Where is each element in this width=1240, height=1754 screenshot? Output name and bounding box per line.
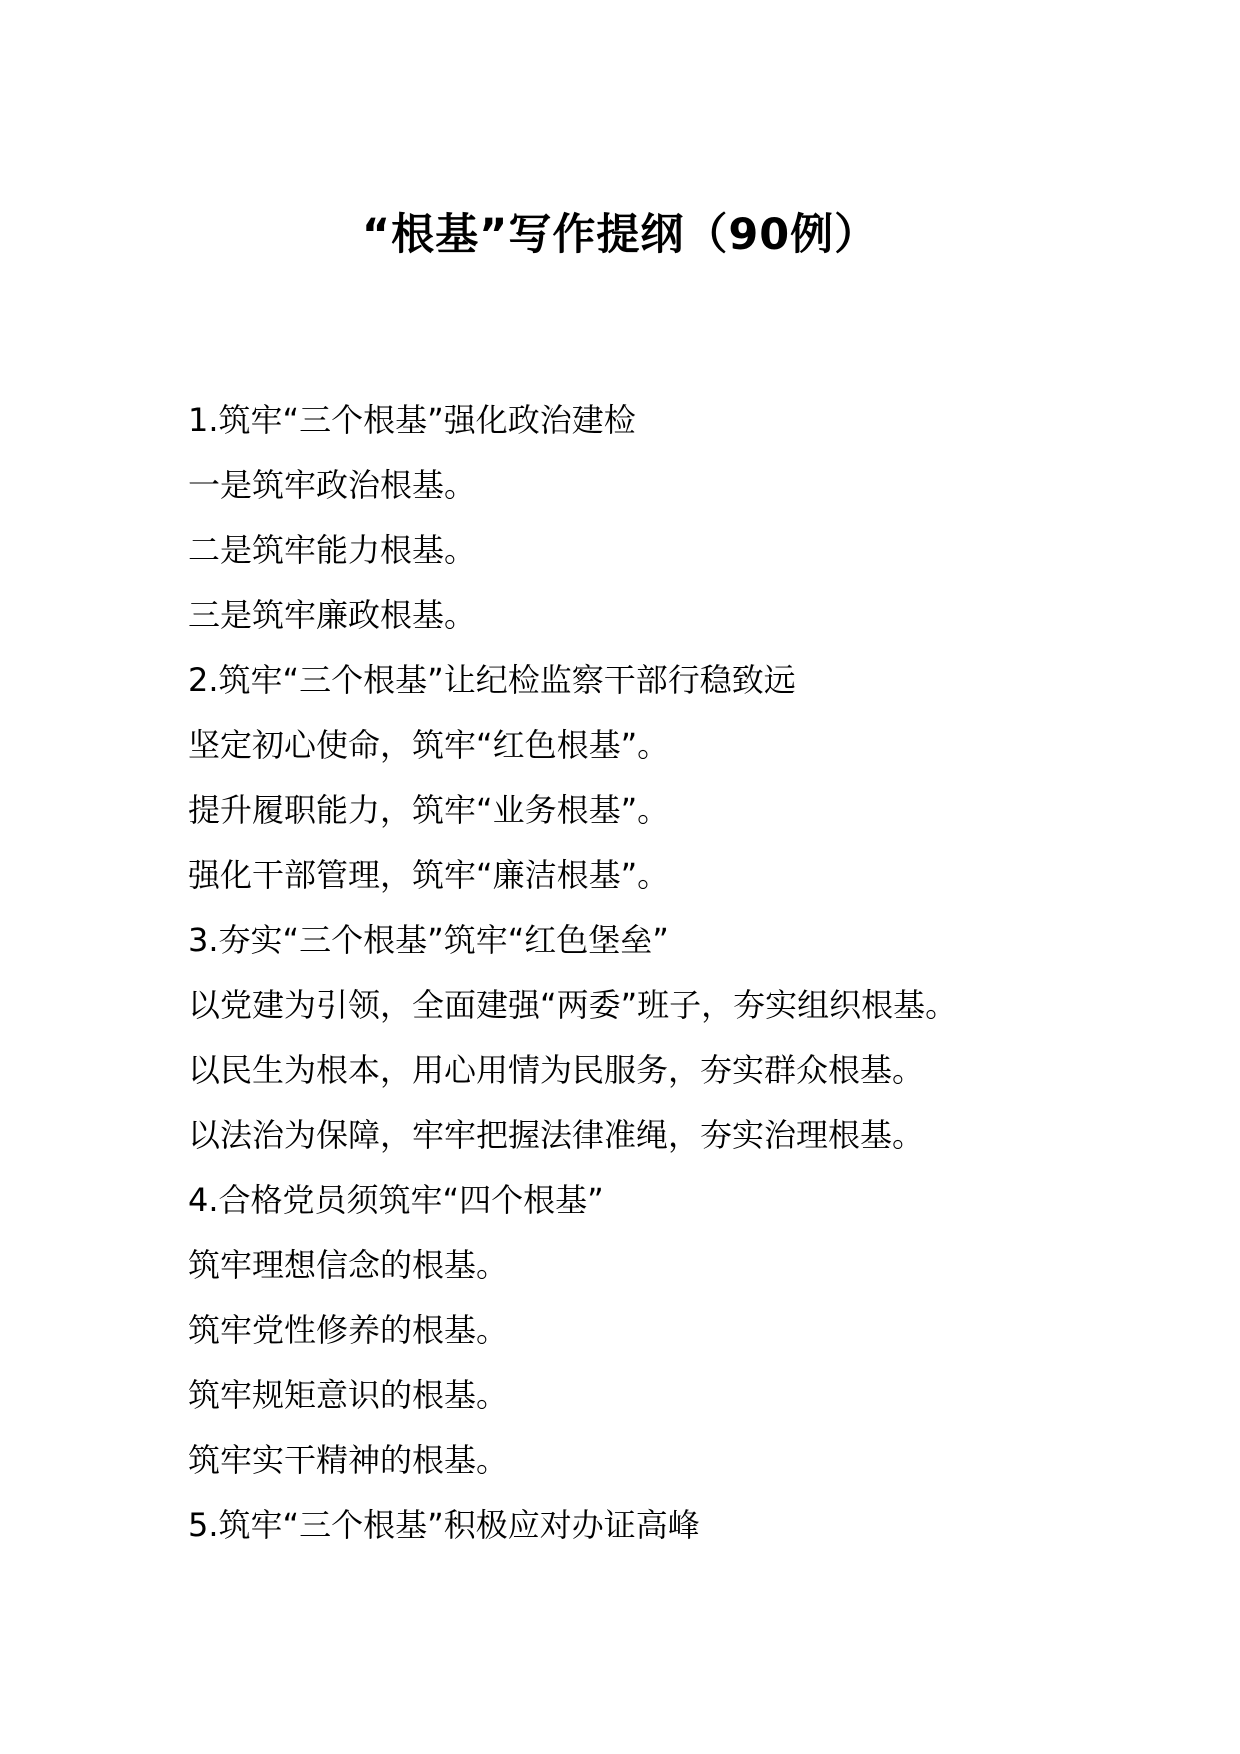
body-line: 以法治为保障，牢牢把握法律准绳，夯实治理根基。 [188,1116,925,1154]
body-line: 以党建为引领，全面建强“两委”班子，夯实组织根基。 [188,986,958,1024]
body-line: 筑牢规矩意识的根基。 [188,1376,509,1414]
section-heading: 5.筑牢“三个根基”积极应对办证高峰 [188,1506,700,1544]
section-heading: 1.筑牢“三个根基”强化政治建检 [188,401,636,439]
body-line: 筑牢理想信念的根基。 [188,1246,509,1284]
section-heading: 3.夯实“三个根基”筑牢“红色堡垒” [188,921,669,959]
document-title: “根基”写作提纲（90例） [361,210,879,260]
section-heading: 4.合格党员须筑牢“四个根基” [188,1181,604,1219]
body-line: 强化干部管理，筑牢“廉洁根基”。 [188,856,670,894]
document-body [188,388,1188,1558]
body-line: 二是筑牢能力根基。 [188,531,477,569]
body-line: 筑牢党性修养的根基。 [188,1311,509,1349]
section-heading: 2.筑牢“三个根基”让纪检监察干部行稳致远 [188,661,796,699]
body-line: 筑牢实干精神的根基。 [188,1441,509,1479]
body-line: 三是筑牢廉政根基。 [188,596,477,634]
body-line: 提升履职能力，筑牢“业务根基”。 [188,791,670,829]
body-line: 以民生为根本，用心用情为民服务，夯实群众根基。 [188,1051,925,1089]
body-line: 一是筑牢政治根基。 [188,466,477,504]
body-line: 坚定初心使命，筑牢“红色根基”。 [188,726,670,764]
